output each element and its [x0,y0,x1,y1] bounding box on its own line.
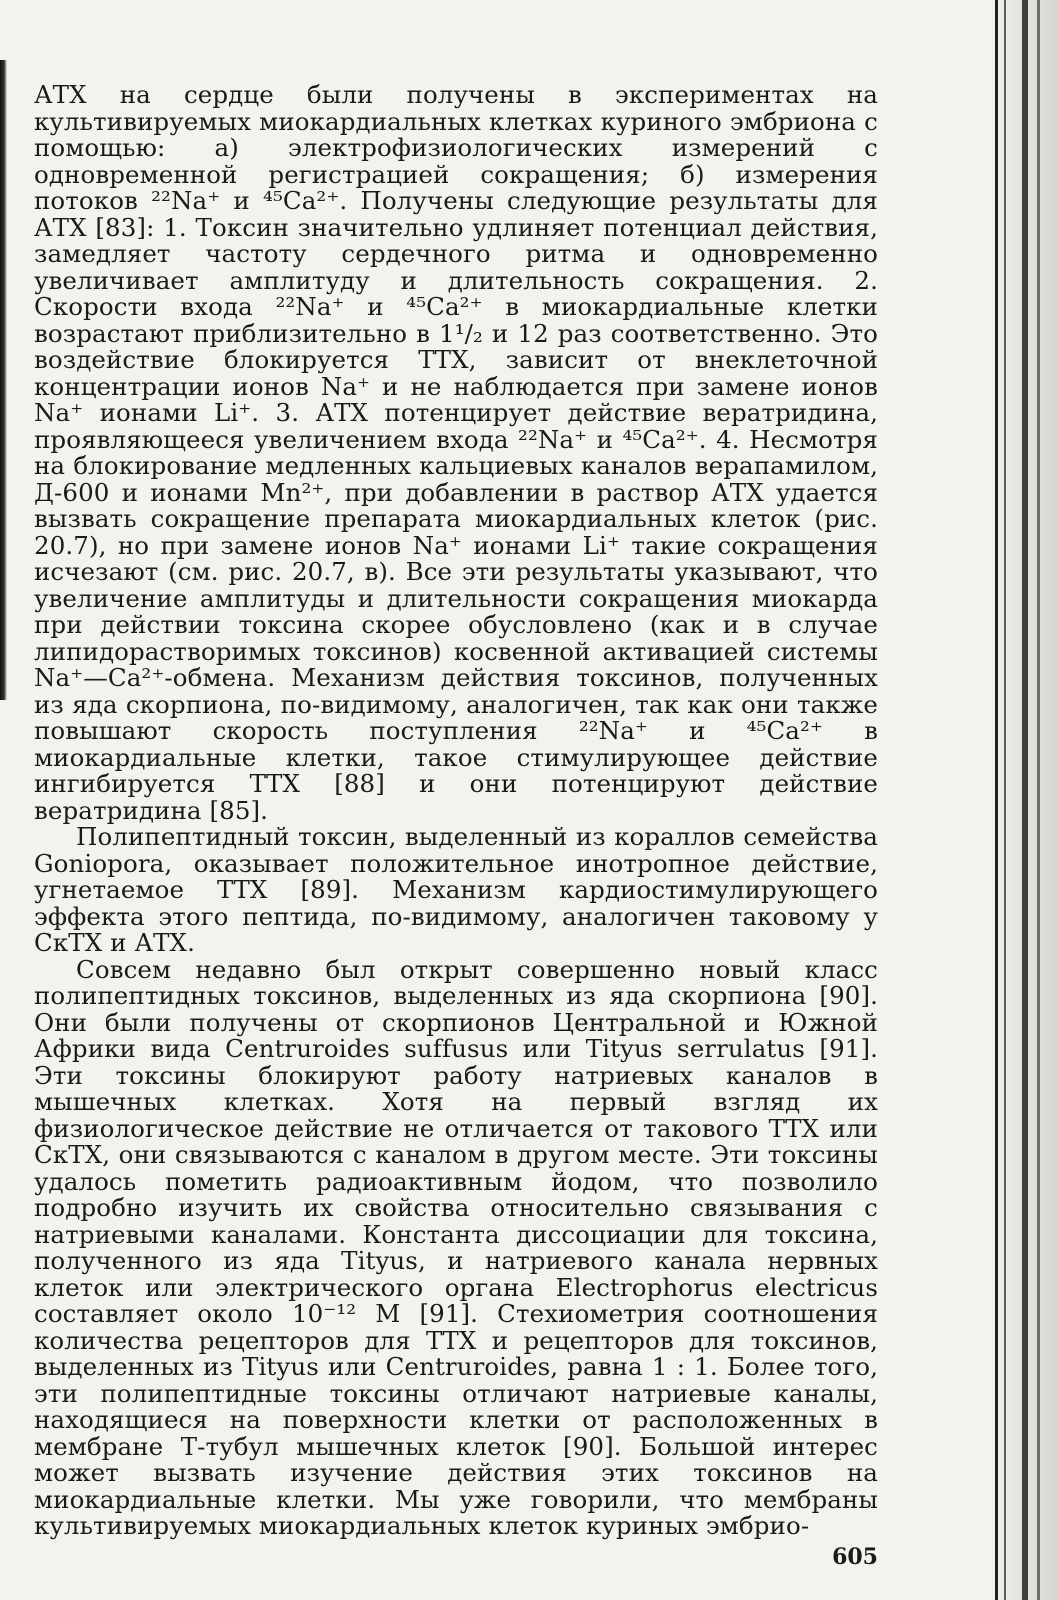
paragraph: Полипептидный токсин, выделенный из кораллов семейства Goniopora, оказывает положительное инотропное действие, угнетаемое ТТХ [89]. Механизм кардиостимулирующего эффекта этого пептида, по-видимому, аналогичен таковому у СкТХ и АТХ. [34,822,878,957]
page-edge-line [1004,0,1006,1600]
body-text [34,82,878,1540]
page-edge-line [995,0,998,1600]
page-edge-line [1037,0,1040,1600]
page-number: 605 [832,1544,878,1570]
paragraph-continued: АТХ на сердце были получены в экспериментах на культивируемых миокардиальных клетках куриного эмбриона с помощью: а) электрофизиологических измерений с одновременной регистрацией сокращения; б) измерения потоков ²²Na⁺ и ⁴⁵Ca²⁺. Получены следующие результаты для АТХ [83]: 1. Токсин значительно удлиняет потенциал действия, замедляет частоту сердечного ритма и одновременно увеличивает амплитуду и длительность сокращения. 2. Скорости входа ²²Na⁺ и ⁴⁵Ca²⁺ в миокардиальные клетки возрастают приблизительно в 1¹/₂ и 12 раз соответственно. Это воздействие блокируется ТТХ, зависит от внеклеточной концентрации ионов Na⁺ и не наблюдается при замене ионов Na⁺ ионами Li⁺. 3. АТХ потенцирует действие вератридина, проявляющееся увеличением входа ²²Na⁺ и ⁴⁵Ca²⁺. 4. Несмотря на блокирование медленных кальциевых каналов верапамилом, Д-600 и ионами Mn²⁺, при добавлении в раствор АТХ удается вызвать сокращение препарата миокардиальных клеток (рис. 20.7), но при замене ионов Na⁺ ионами Li⁺ такие сокращения исчезают (см. рис. 20.7, в). Все эти результаты указывают, что увеличение амплитуды и длительности сокращения миокарда при действии токсина скорее обусловлено (как и в случае липидорастворимых токсинов) косвенной активацией системы Na⁺—Ca²⁺-обмена. Механизм действия токсинов, полученных из яда скорпиона, по-видимому, аналогичен, так как они также повышают скорость поступления ²²Na⁺ и ⁴⁵Ca²⁺ в миокардиальные клетки, такое стимулирующее действие ингибируется ТТХ [88] и они потенцируют действие вератридина [85]. [34,80,878,825]
paragraph: Совсем недавно был открыт совершенно новый класс полипептидных токсинов, выделенных из яда скорпиона [90]. Они были получены от скорпионов Центральной и Южной Африки вида Centruroides suffusus или Tityus serrulatus [91]. Эти токсины блокируют работу натриевых каналов в мышечных клетках. Хотя на первый взгляд их физиологическое действие не отличается от такового ТТХ или СкТХ, они связываются с каналом в другом месте. Эти токсины удалось пометить радиоактивным йодом, что позволило подробно изучить их свойства относительно связывания с натриевыми каналами. Константа диссоциации для токсина, полученного из яда Tityus, и натриевого канала нервных клеток или электрического органа Electrophorus electricus составляет около 10⁻¹² М [91]. Стехиометрия соотношения количества рецепторов для ТТХ и рецепторов для токсинов, выделенных из Tityus или Centruroides, равна 1 : 1. Более того, эти полипептидные токсины отличают натриевые каналы, находящиеся на поверхности клетки от расположенных в мембране Т-тубул мышечных клеток [90]. Большой интерес может вызвать изучение действия этих токсинов на миокардиальные клетки. Мы уже говорили, что мембраны культивируемых миокардиальных клеток куриных эмбрио- [34,954,878,1540]
binding-shadow [0,60,7,700]
page-edge-line [1022,0,1028,1600]
